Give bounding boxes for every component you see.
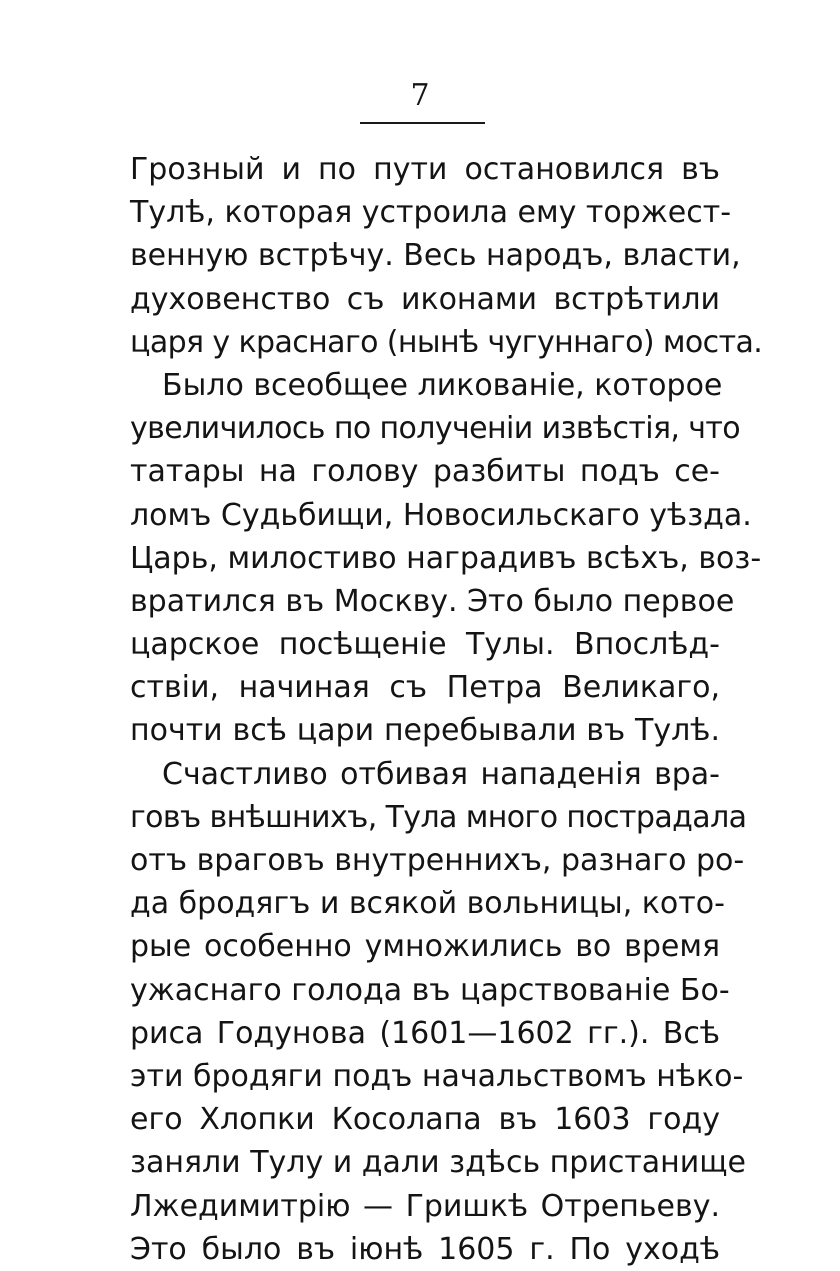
text-line: духовенство съ иконами встрѣтили bbox=[130, 281, 720, 317]
text-line: отъ враговъ внутреннихъ, разнаго ро- bbox=[130, 843, 745, 878]
text-line: да бродягъ и всякой вольницы, кото- bbox=[130, 886, 725, 922]
text-line: говъ внѣшнихъ, Тула много пострадала bbox=[130, 799, 747, 835]
text-line: Лжедимитрію — Гришкѣ Отрепьеву. bbox=[130, 1188, 720, 1224]
text-line: увеличилось по полученіи извѣстія, что bbox=[130, 411, 741, 447]
body-text bbox=[130, 148, 763, 1271]
text-line: Грозный и по пути остановился въ bbox=[130, 152, 720, 187]
text-line: Было всеобщее ликованіе, которое bbox=[162, 367, 723, 403]
text-line: Счастливо отбивая нападенія вра- bbox=[162, 756, 720, 792]
text-line: Царь, милостиво наградивъ всѣхъ, воз- bbox=[130, 540, 762, 576]
text-line: заняли Тулу и дали здѣсь пристанище bbox=[130, 1145, 747, 1181]
page-number: 7 bbox=[410, 78, 430, 113]
text-line: царское посѣщеніе Тулы. Впослѣд- bbox=[130, 627, 720, 663]
text-line: ствіи, начиная съ Петра Великаго, bbox=[130, 670, 720, 706]
text-line: рые особенно умножились во время bbox=[130, 929, 720, 965]
header-rule bbox=[360, 122, 485, 124]
text-line: ужаснаго голода въ царствованіе Бо- bbox=[130, 972, 730, 1008]
text-line: вратился въ Москву. Это было первое bbox=[130, 583, 735, 619]
text-line: риса Годунова (1601—1602 гг.). Всѣ bbox=[130, 1015, 720, 1051]
text-line: эти бродяги подъ начальствомъ нѣко- bbox=[130, 1058, 744, 1094]
text-line: почти всѣ цари перебывали въ Тулѣ. bbox=[130, 713, 720, 749]
text-line: татары на голову разбиты подъ се- bbox=[130, 454, 720, 490]
text-line: его Хлопки Косолапа въ 1603 году bbox=[130, 1102, 720, 1138]
text-line: царя у краснаго (нынѣ чугуннаго) моста. bbox=[130, 324, 763, 360]
text-line: венную встрѣчу. Весь народъ, власти, bbox=[130, 238, 741, 274]
text-line: ломъ Судьбищи, Новосильскаго уѣзда. bbox=[130, 497, 752, 533]
text-line: Тулѣ, которая устроила ему торжест- bbox=[130, 195, 732, 231]
text-line: Это было въ іюнѣ 1605 г. По уходѣ bbox=[130, 1231, 720, 1267]
